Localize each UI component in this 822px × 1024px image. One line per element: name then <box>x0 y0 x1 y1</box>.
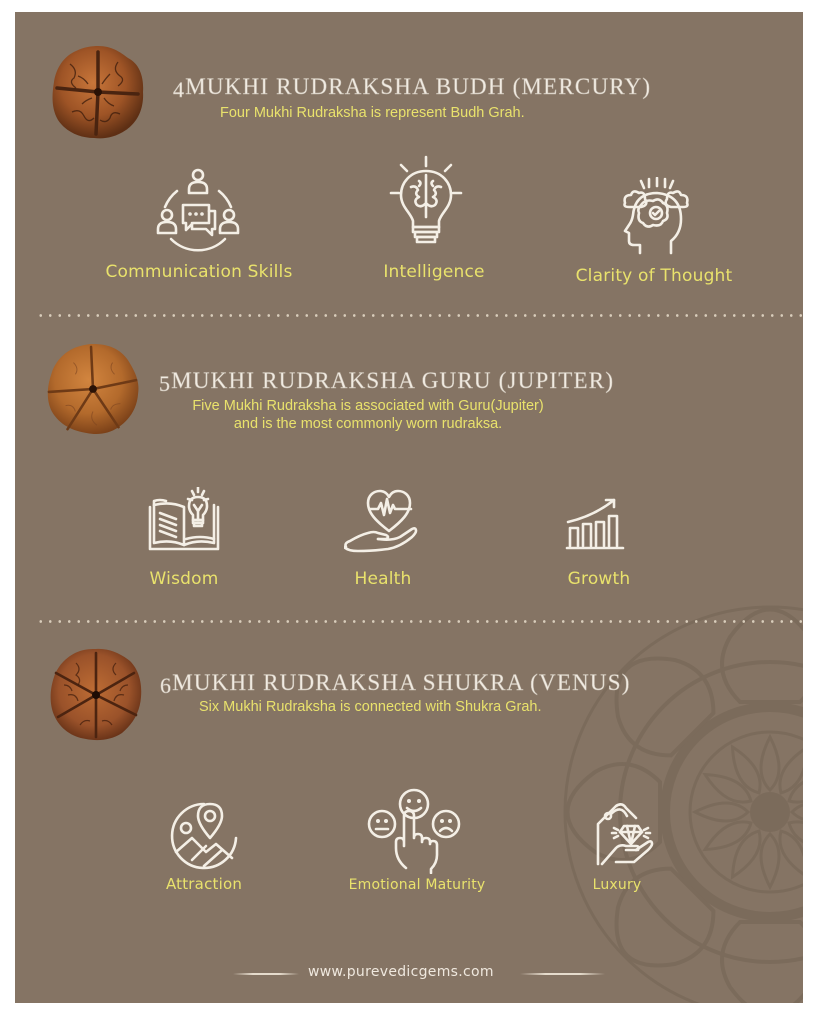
section-1-title <box>173 74 651 100</box>
feature-label: Growth <box>567 569 631 589</box>
feature-label: Health <box>354 569 412 589</box>
book-bulb-icon <box>148 487 220 553</box>
feature-communication-skills <box>155 167 241 255</box>
feature-label: Emotional Maturity <box>348 877 486 893</box>
feature-label: Attraction <box>165 875 243 893</box>
feature-label: Wisdom <box>149 569 219 589</box>
4-mukhi-bead-image <box>48 42 148 142</box>
section-1-subtitle: Four Mukhi Rudraksha is represent Budh Grah. <box>220 105 525 121</box>
title-text: MUKHI RUDRAKSHA SHUKRA (VENUS) <box>172 670 631 695</box>
feature-clarity-of-thought <box>611 177 701 257</box>
subtitle-line: Five Mukhi Rudraksha is associated with Guru(Jupiter) <box>192 398 544 414</box>
section-2-subtitle <box>173 397 563 433</box>
title-number: 6 <box>160 673 173 698</box>
feature-emotional-maturity <box>366 788 462 874</box>
section-2-title <box>159 368 614 394</box>
subtitle-line: and is the most commonly worn rudraksa. <box>233 416 503 432</box>
head-brain-icon <box>611 177 701 257</box>
feature-health <box>344 489 418 553</box>
feature-intelligence <box>389 155 463 247</box>
feature-label: Luxury <box>592 877 642 893</box>
section-3-title <box>160 670 631 696</box>
feature-label: Intelligence <box>383 262 485 282</box>
footer-website: www.purevedicgems.com <box>308 964 494 980</box>
feature-attraction <box>168 800 240 872</box>
feature-label: Communication Skills <box>105 262 293 282</box>
footer-divider-left <box>233 973 299 975</box>
title-text: MUKHI RUDRAKSHA BUDH (MERCURY) <box>185 74 652 99</box>
location-landscape-icon <box>168 800 240 872</box>
infographic-panel <box>15 12 803 1003</box>
title-number: 4 <box>173 77 186 102</box>
5-mukhi-bead-image <box>44 341 142 437</box>
footer-divider-right <box>520 973 605 975</box>
growth-chart-icon <box>565 498 625 550</box>
dotted-separator <box>36 314 802 317</box>
6-mukhi-bead-image <box>46 645 146 743</box>
lightbulb-brain-icon <box>389 155 463 247</box>
feature-label: Clarity of Thought <box>575 266 733 286</box>
communication-icon <box>155 167 241 255</box>
dotted-separator <box>36 620 802 623</box>
feature-wisdom <box>148 487 220 553</box>
heart-hand-icon <box>344 489 418 553</box>
title-number: 5 <box>159 371 172 396</box>
diamond-tag-hand-icon <box>588 800 658 868</box>
section-3-subtitle: Six Mukhi Rudraksha is connected with Shukra Grah. <box>199 699 542 715</box>
feature-growth <box>565 498 625 550</box>
feature-luxury <box>588 800 658 868</box>
emotion-faces-icon <box>366 788 462 874</box>
title-text: MUKHI RUDRAKSHA GURU (JUPITER) <box>171 368 615 393</box>
